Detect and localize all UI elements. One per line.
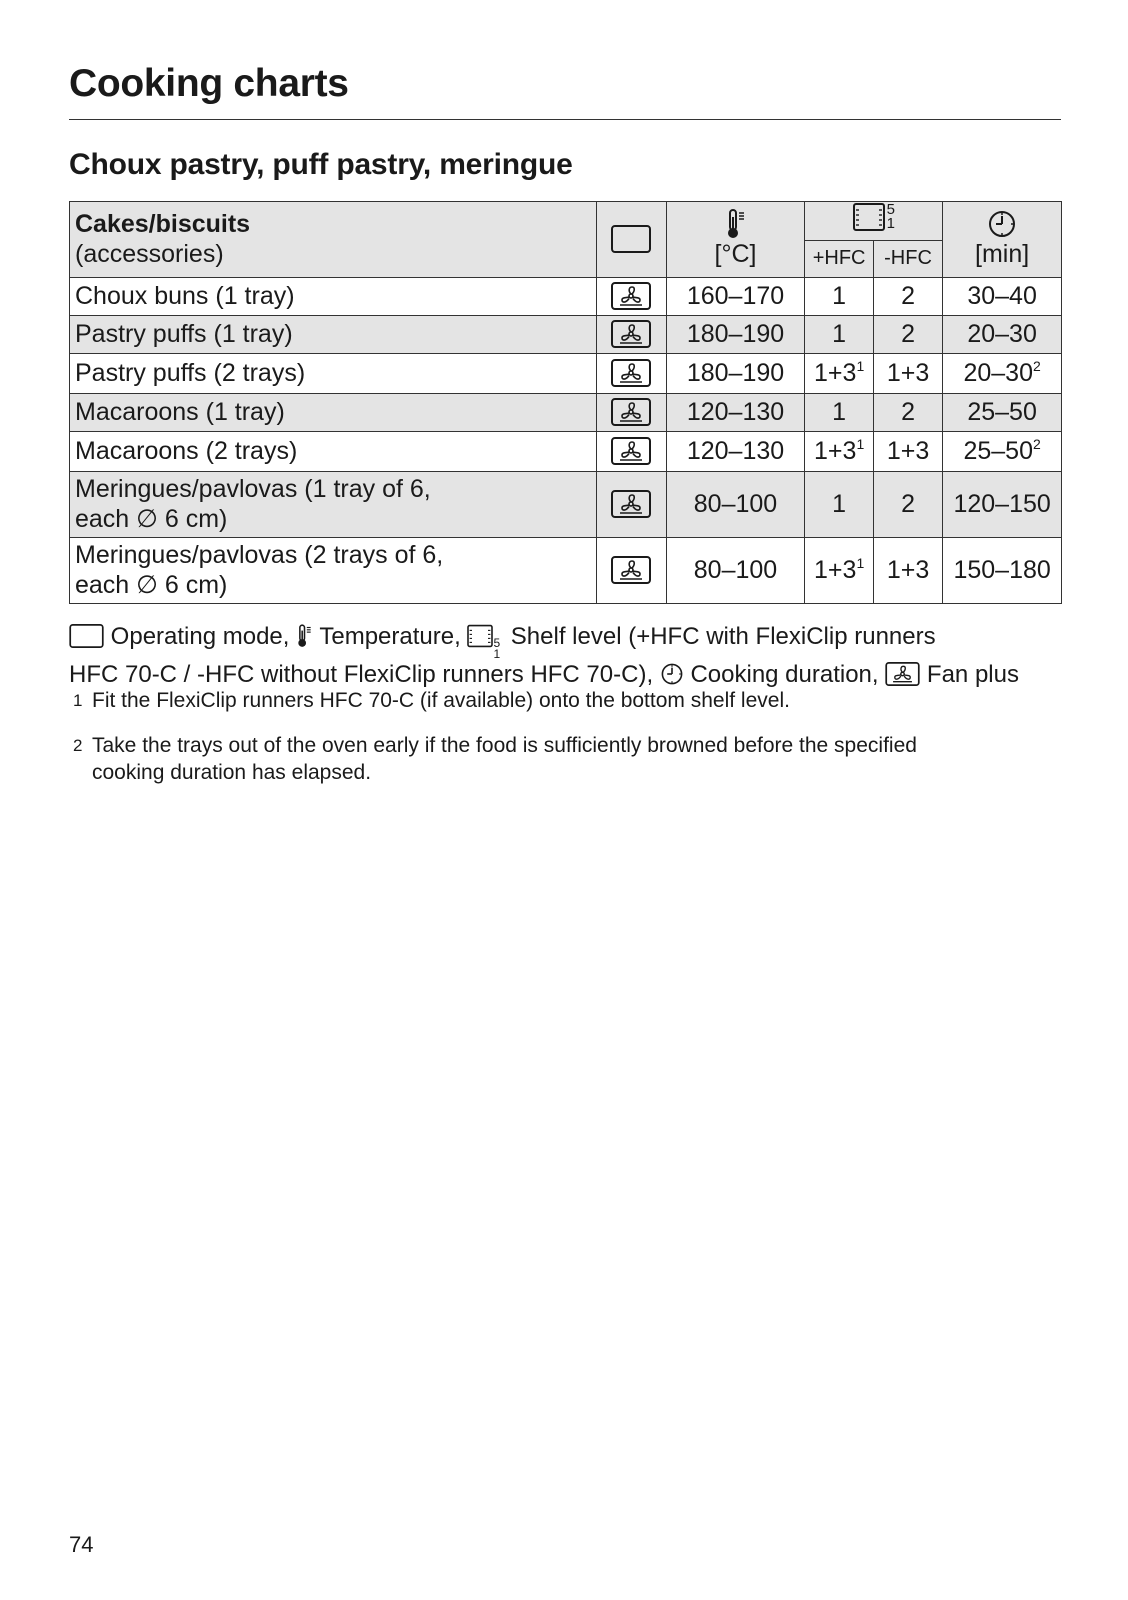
row-label — [70, 537, 597, 603]
header-hfc-minus: -HFC — [873, 240, 942, 277]
shelf-level-icon — [853, 202, 885, 232]
legend-operating-mode: Operating mode, — [110, 623, 290, 650]
row-label — [70, 471, 597, 537]
row-hfc-plus: 1 — [805, 393, 873, 431]
header-hfc-plus: +HFC — [805, 240, 873, 277]
row-temp: 80–100 — [666, 471, 805, 537]
fan-plus-icon — [611, 282, 651, 310]
header-time-cell — [943, 202, 1062, 278]
row-label-line: Meringues/pavlovas (2 trays of 6, — [75, 540, 444, 569]
footnote-ref: 1 — [856, 357, 865, 374]
row-hfc-plus: 1 — [805, 315, 873, 353]
row-hfc-plus: 1 — [805, 471, 873, 537]
shelf-top-digit: 5 — [886, 201, 895, 218]
row-label: Pastry puffs (1 tray) — [70, 315, 597, 353]
footnote-ref: 1 — [856, 435, 865, 452]
footnote-text-line: cooking duration has elapsed. — [92, 761, 372, 784]
duration-value: 20–30 — [963, 358, 1033, 387]
row-hfc-minus: 1+3 — [873, 537, 942, 603]
page-number: 74 — [69, 1532, 94, 1557]
footnote-ref: 2 — [1032, 357, 1041, 374]
shelf-level-icon — [467, 624, 493, 648]
row-hfc-minus: 2 — [873, 471, 942, 537]
clock-icon — [987, 209, 1017, 239]
fan-plus-icon — [611, 437, 651, 465]
header-item-subtitle: (accessories) — [75, 240, 224, 269]
row-mode — [597, 471, 666, 537]
row-label-line: each ∅ 6 cm) — [75, 571, 228, 599]
row-label-line: Meringues/pavlovas (1 tray of 6, — [75, 474, 431, 503]
row-duration — [943, 431, 1062, 471]
fan-plus-icon — [611, 556, 651, 584]
row-hfc-minus: 2 — [873, 315, 942, 353]
row-duration: 20–30 — [943, 315, 1062, 353]
row-label: Pastry puffs (2 trays) — [70, 353, 597, 393]
row-mode — [597, 393, 666, 431]
row-mode — [597, 537, 666, 603]
legend-shelf-level: Shelf level (+HFC with FlexiClip runners — [510, 623, 936, 650]
row-temp: 120–130 — [666, 393, 805, 431]
fan-plus-icon — [611, 359, 651, 387]
clock-icon — [660, 662, 684, 686]
row-hfc-plus — [805, 353, 873, 393]
row-duration: 120–150 — [943, 471, 1062, 537]
header-temp-cell — [666, 202, 805, 278]
row-temp: 160–170 — [666, 277, 805, 315]
table-row — [70, 353, 1062, 393]
header-shelf-cell — [805, 202, 943, 241]
row-hfc-minus: 2 — [873, 393, 942, 431]
row-duration: 30–40 — [943, 277, 1062, 315]
row-label: Choux buns (1 tray) — [70, 277, 597, 315]
table-row — [70, 277, 1062, 315]
legend-shelf-level-cont: HFC 70-C / -HFC without FlexiClip runners HFC 70-C), — [69, 661, 654, 688]
legend-fan-plus: Fan plus — [926, 661, 1019, 688]
fan-plus-icon — [611, 320, 651, 348]
footnote-ref: 2 — [1032, 435, 1041, 452]
header-time-unit: [min] — [975, 240, 1030, 268]
fan-plus-icon — [611, 490, 651, 518]
table-row — [70, 471, 1062, 537]
title-divider — [69, 119, 1061, 120]
shelf-bottom-digit: 1 — [886, 215, 895, 232]
row-label-line: each ∅ 6 cm) — [75, 505, 228, 533]
hfc-plus-value: 1+3 — [814, 436, 857, 465]
row-hfc-plus — [805, 537, 873, 603]
row-hfc-minus: 2 — [873, 277, 942, 315]
header-temp-unit: [°C] — [714, 240, 757, 268]
footnote-text: Fit the FlexiClip runners HFC 70-C (if available) onto the bottom shelf level. — [92, 689, 790, 712]
table-row — [70, 431, 1062, 471]
footnote-ref: 1 — [856, 554, 865, 571]
shelf-bottom-digit: 1 — [493, 647, 501, 661]
table-header-row — [70, 202, 1062, 241]
row-mode — [597, 431, 666, 471]
footnote-text — [92, 732, 1059, 786]
row-hfc-minus: 1+3 — [873, 431, 942, 471]
row-temp: 80–100 — [666, 537, 805, 603]
row-mode — [597, 315, 666, 353]
row-label: Macaroons (2 trays) — [70, 431, 597, 471]
duration-value: 25–50 — [963, 436, 1033, 465]
section-heading: Choux pastry, puff pastry, meringue — [69, 148, 573, 181]
operating-mode-icon — [69, 624, 104, 648]
row-hfc-minus: 1+3 — [873, 353, 942, 393]
cooking-chart-table — [69, 201, 1062, 604]
row-duration: 25–50 — [943, 393, 1062, 431]
thermometer-icon — [296, 624, 313, 648]
row-temp: 120–130 — [666, 431, 805, 471]
row-label: Macaroons (1 tray) — [70, 393, 597, 431]
hfc-plus-value: 1+3 — [814, 358, 857, 387]
row-duration: 150–180 — [943, 537, 1062, 603]
footnote-mark: 1 — [73, 691, 83, 710]
fan-plus-icon — [885, 662, 920, 686]
row-mode — [597, 353, 666, 393]
footnote-text-line: Take the trays out of the oven early if the food is sufficiently browned before the specified — [92, 734, 917, 757]
row-mode — [597, 277, 666, 315]
header-mode-cell — [597, 202, 666, 278]
shelf-top-digit: 5 — [493, 636, 501, 650]
operating-mode-icon — [611, 225, 651, 253]
icon-legend — [69, 622, 1069, 689]
table-row — [70, 537, 1062, 603]
row-hfc-plus — [805, 431, 873, 471]
table-row — [70, 393, 1062, 431]
row-duration — [943, 353, 1062, 393]
page-title: Cooking charts — [69, 62, 349, 105]
header-item-cell — [70, 202, 597, 278]
footnote — [69, 687, 1059, 714]
hfc-plus-value: 1+3 — [814, 555, 857, 584]
thermometer-icon — [725, 209, 747, 239]
table-row — [70, 315, 1062, 353]
footnote-mark: 2 — [73, 736, 83, 755]
row-temp: 180–190 — [666, 353, 805, 393]
footnote — [69, 732, 1059, 786]
row-temp: 180–190 — [666, 315, 805, 353]
legend-temperature: Temperature, — [319, 623, 461, 650]
header-item-title: Cakes/biscuits — [75, 209, 251, 238]
row-hfc-plus: 1 — [805, 277, 873, 315]
legend-cooking-duration: Cooking duration, — [690, 661, 879, 688]
fan-plus-icon — [611, 398, 651, 426]
